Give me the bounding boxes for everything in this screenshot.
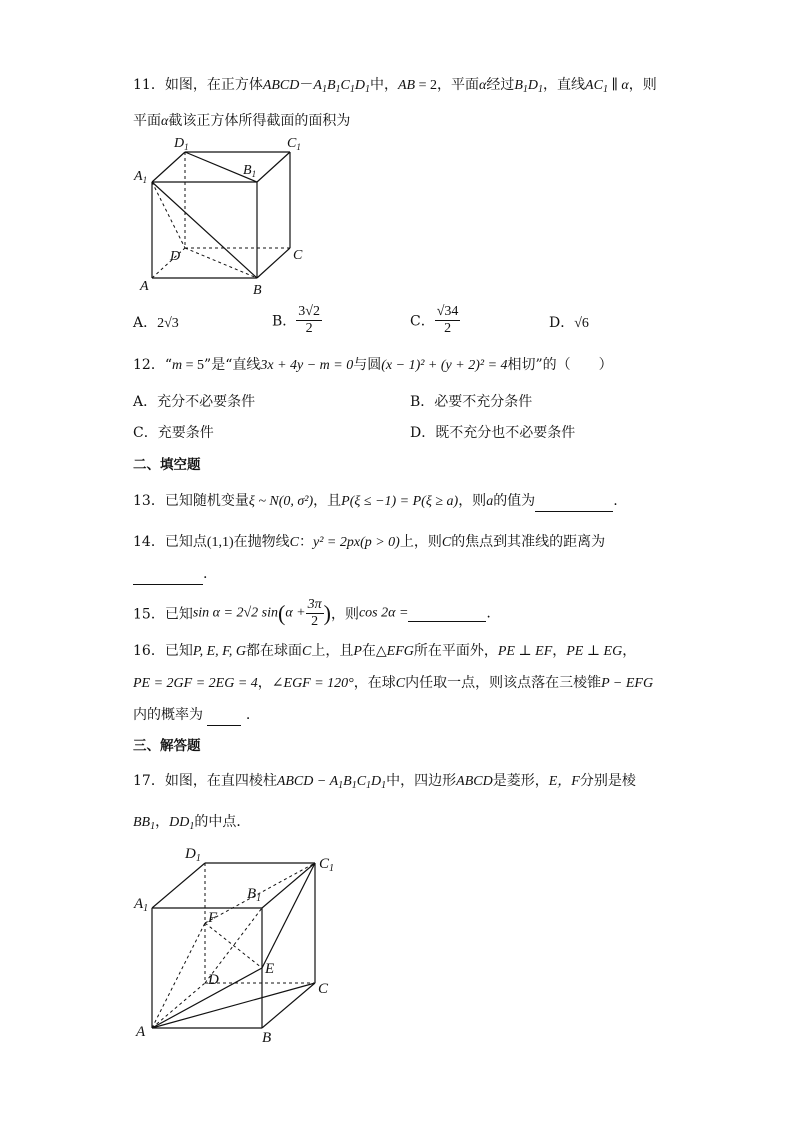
q13-distribution: ξ ~ N(0, σ²) xyxy=(248,494,314,509)
q11-line1 xyxy=(133,74,657,95)
label-b1: $B_1$ xyxy=(247,886,262,904)
q15-paren-right: ) xyxy=(323,600,331,626)
q11-text: 平面 xyxy=(133,113,161,129)
q17-text: 中，四边形 xyxy=(386,773,457,789)
q14-number: 14． xyxy=(133,534,165,550)
q15-period: . xyxy=(486,605,491,622)
q13-text: ，且 xyxy=(313,493,342,509)
q16-points: P, E, F, G xyxy=(192,644,246,659)
edge-a1-d1 xyxy=(152,152,185,182)
q12-text: ”是“直线 xyxy=(204,357,261,373)
option-fraction: $\frac{3√2}{2}$ xyxy=(298,304,320,336)
q16-c: C xyxy=(395,676,406,691)
q17-text: 的中点． xyxy=(194,814,251,830)
q15-text: 已知 xyxy=(164,606,193,623)
label-d1: $D_1$ xyxy=(185,846,201,864)
q17-prism-figure xyxy=(128,838,348,1048)
q11-b1d1: $B_1D_1$ xyxy=(514,78,544,95)
q17-abcd: ABCD xyxy=(456,774,493,789)
edge-a1-d1 xyxy=(152,863,205,908)
q12-m-value: = 5 xyxy=(182,358,205,373)
q12-option-d[interactable]: D．既不充分也不必要条件 xyxy=(410,425,576,441)
q17-line2 xyxy=(133,811,250,832)
option-label: D． xyxy=(549,315,575,331)
q16-line3 xyxy=(133,704,250,726)
q12-number: 12． xyxy=(133,357,165,373)
q14-period: . xyxy=(203,566,208,582)
label-b: B xyxy=(253,283,262,298)
edge-b1-c1 xyxy=(257,152,290,182)
label-c1: $C_1$ xyxy=(287,136,301,152)
label-c1: $C_1$ xyxy=(319,856,335,874)
edge-b1-c1 xyxy=(262,863,315,908)
q16-comma: ， xyxy=(257,675,272,691)
q15-answer-blank[interactable] xyxy=(408,605,486,622)
q17-number: 17． xyxy=(133,773,165,789)
q17-line1 xyxy=(133,770,636,791)
q16-text: 内的概率为 xyxy=(133,707,203,723)
q15-alpha-plus: α + xyxy=(285,605,306,621)
label-a: A xyxy=(136,1024,146,1040)
q14-point: (1,1) xyxy=(206,535,234,550)
option-value: 2√3 xyxy=(157,316,179,331)
edge-a1-b xyxy=(152,182,257,278)
option-fraction: $\frac{√34}{2}$ xyxy=(436,304,459,336)
q13-text: ，则 xyxy=(458,493,487,509)
segment-a-f-hidden xyxy=(152,923,205,1028)
q11-option-b[interactable] xyxy=(272,304,322,337)
q11-cube-figure xyxy=(130,130,310,300)
section-solve: 三、解答题 xyxy=(133,738,201,754)
q16-c: C xyxy=(301,644,312,659)
q13-probability: P(ξ ≤ −1) = P(ξ ≥ a) xyxy=(341,494,459,509)
q11-text: 中， xyxy=(369,77,398,93)
q11-cube-name: ABCD xyxy=(262,78,300,93)
q12-option-c[interactable]: C．充要条件 xyxy=(133,425,214,441)
q16-line1 xyxy=(133,640,636,660)
q12-text: “ xyxy=(164,357,172,373)
q16-text: 内任取一点，则该点落在三棱锥 xyxy=(405,675,602,691)
q13-line xyxy=(133,490,618,512)
segment-f-e-hidden xyxy=(205,923,262,968)
label-b: B xyxy=(262,1030,272,1046)
q17-text: 如图，在直四棱柱 xyxy=(164,773,277,789)
edge-b-c xyxy=(257,248,290,278)
option-label: A． xyxy=(133,315,158,331)
q16-text: 都在球面 xyxy=(245,643,302,659)
q14-line xyxy=(133,531,605,551)
q11-text: 经过 xyxy=(486,77,515,93)
q16-perp1: PE ⊥ EF xyxy=(497,644,553,659)
q11-text: 截该正方体所得截面的面积为 xyxy=(168,113,351,129)
q15-sin-equation: sin α = 2√2 sin xyxy=(192,605,278,621)
q14-c: C xyxy=(289,535,299,550)
q17-dd1: $DD_1$ xyxy=(169,815,195,832)
q17-text: 分别是棱 xyxy=(579,773,636,789)
q14-colon: ： xyxy=(299,534,313,550)
section-fill-in: 二、填空题 xyxy=(133,457,201,473)
q11-ab: AB xyxy=(397,78,416,93)
q11-ab-value: = 2 xyxy=(415,78,437,93)
q16-text: 已知 xyxy=(164,643,193,659)
edge-a1-d-hidden xyxy=(152,182,185,248)
q12-text: 相切”的（ ） xyxy=(507,357,613,373)
q11-option-d[interactable] xyxy=(549,312,589,332)
label-a: A xyxy=(140,279,149,294)
q12-line xyxy=(133,354,613,374)
segment-e-c1 xyxy=(262,863,315,968)
q11-option-c[interactable] xyxy=(410,304,460,337)
q16-period: . xyxy=(245,707,251,723)
q14-answer-blank[interactable] xyxy=(133,568,203,585)
label-a1: $A_1$ xyxy=(134,896,149,914)
q13-answer-blank[interactable] xyxy=(535,495,613,512)
q16-triangle: △EFG xyxy=(375,644,414,659)
q12-m: m xyxy=(172,358,183,373)
q15-number: 15． xyxy=(133,606,165,623)
edge-d-b-hidden xyxy=(185,248,257,278)
q14-text: 上，则 xyxy=(399,534,442,550)
q16-angle: ∠EGF = 120° xyxy=(271,676,354,691)
q13-a: a xyxy=(486,494,494,509)
q11-option-a[interactable] xyxy=(133,312,179,332)
q16-text: ，在球 xyxy=(353,675,396,691)
label-b1: $B_1$ xyxy=(243,163,257,179)
q11-alpha: α xyxy=(161,114,169,129)
q11-alpha: α xyxy=(479,78,487,93)
q12-circle-equation: (x − 1)² + (y + 2)² = 4 xyxy=(381,358,508,373)
label-c: C xyxy=(318,981,329,997)
q14-c: C xyxy=(441,535,452,550)
q16-line2 xyxy=(133,672,653,692)
q15-fraction: $\frac{3\pi}{2}$ xyxy=(307,597,322,629)
q11-text: ，直线 xyxy=(543,77,586,93)
option-value: √6 xyxy=(574,316,589,331)
q16-comma: ， xyxy=(552,643,567,659)
q13-period: . xyxy=(613,493,618,509)
q16-perp2: PE ⊥ EG xyxy=(566,644,623,659)
label-d: D xyxy=(208,972,219,988)
q15-line xyxy=(133,597,491,630)
q16-p: P xyxy=(353,644,362,659)
q11-ac1-parallel: $AC_1$ ∥ α xyxy=(585,78,629,95)
segment-a-e xyxy=(152,968,262,1028)
q17-bb1: $BB_1$ xyxy=(133,815,156,832)
q16-text: 在 xyxy=(361,643,376,659)
q11-number: 11． xyxy=(133,77,165,93)
q17-ef: E，F xyxy=(548,774,580,789)
q14-parabola-equation: y² = 2px(p > 0) xyxy=(313,535,400,550)
q17-comma: ， xyxy=(155,814,170,830)
q16-text: 所在平面外， xyxy=(413,643,498,659)
label-f: F xyxy=(208,910,218,926)
q11-text: ，平面 xyxy=(437,77,479,93)
q14-line2 xyxy=(133,566,207,585)
q15-text: ，则 xyxy=(330,606,359,623)
q16-answer-blank[interactable] xyxy=(207,709,241,726)
q16-comma: ， xyxy=(622,643,637,659)
q11-dash: － xyxy=(299,78,314,93)
q16-lengths: PE = 2GF = 2EG = 4 xyxy=(133,676,258,691)
q11-text: ，则 xyxy=(628,77,657,93)
q12-text: 与圆 xyxy=(353,357,382,373)
q16-text: 上，且 xyxy=(311,643,354,659)
q11-line2 xyxy=(133,110,350,130)
label-d: D xyxy=(170,249,181,264)
q16-number: 16． xyxy=(133,643,165,659)
segment-a-c xyxy=(152,983,315,1028)
label-a1: $A_1$ xyxy=(134,169,148,185)
label-c: C xyxy=(293,248,303,263)
option-label: B． xyxy=(272,313,297,330)
label-d1: $D_1$ xyxy=(174,136,189,152)
q13-text: 的值为 xyxy=(493,493,536,509)
q17-prism: ABCD − $A_1B_1C_1D_1$ xyxy=(276,774,387,791)
q11-cube-top: $A_1B_1C_1D_1$ xyxy=(313,78,370,95)
q15-cos-expression: cos 2α = xyxy=(358,605,409,621)
q12-line-equation: 3x + 4y − m = 0 xyxy=(260,358,354,373)
label-e: E xyxy=(265,961,275,977)
option-label: C． xyxy=(410,313,435,330)
q14-text: 的焦点到其准线的距离为 xyxy=(451,534,606,550)
q14-text: 在抛物线 xyxy=(233,534,290,550)
q13-number: 13． xyxy=(133,493,165,509)
q15-paren-left: ( xyxy=(277,600,286,626)
q14-text: 已知点 xyxy=(164,534,207,550)
q13-text: 已知随机变量 xyxy=(164,493,249,509)
q11-text: 如图，在正方体 xyxy=(164,77,263,93)
q12-option-b[interactable]: B．必要不充分条件 xyxy=(410,394,533,410)
q16-pyramid: P − EFG xyxy=(601,676,654,691)
q12-option-a[interactable]: A．充分不必要条件 xyxy=(133,394,256,410)
q17-text: 是菱形， xyxy=(492,773,549,789)
